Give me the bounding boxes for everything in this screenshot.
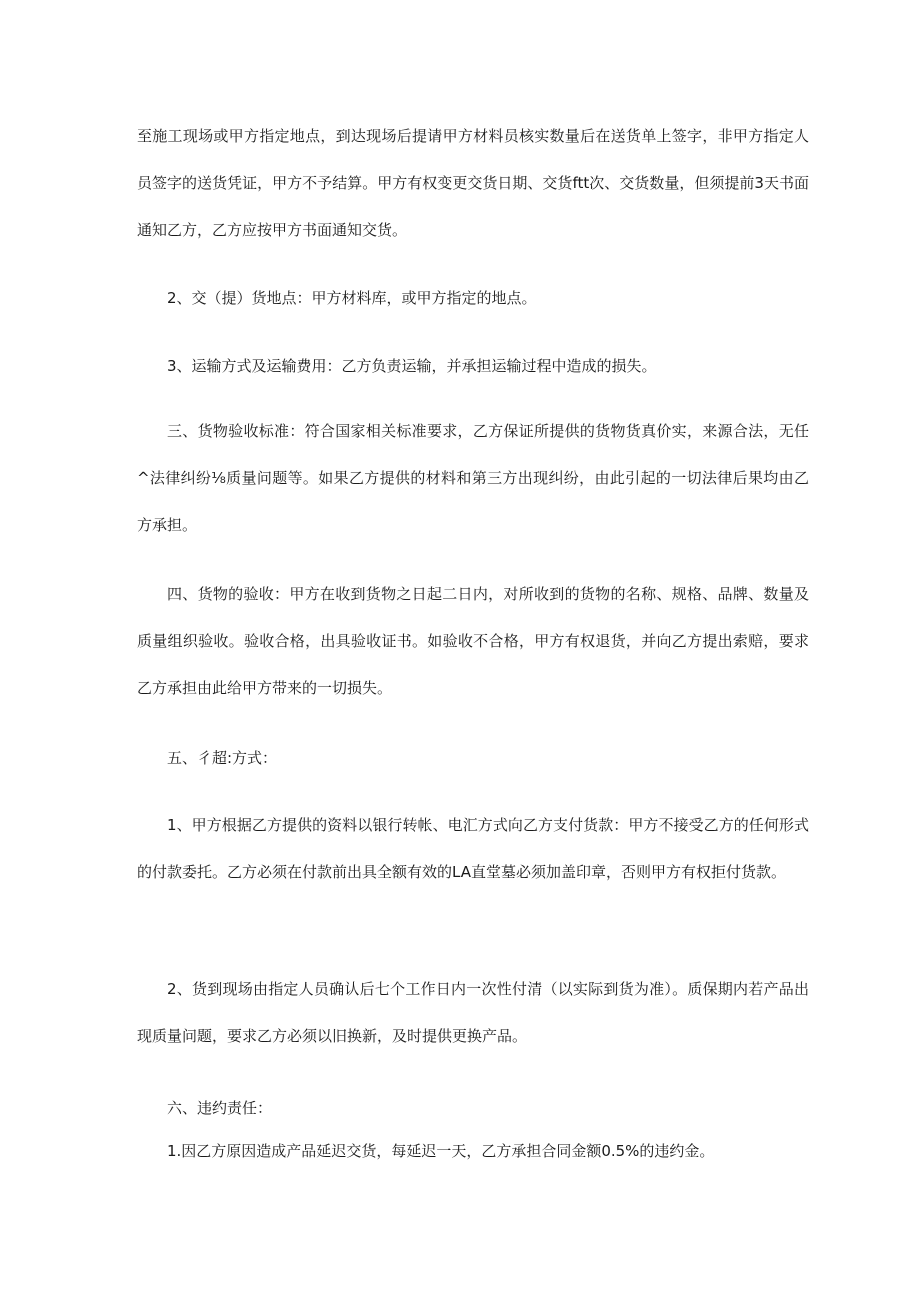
paragraph-payment-heading: 五、彳超:方式：: [167, 749, 278, 767]
paragraph-late-delivery: 1.因乙方原因造成产品延迟交货，每延迟一天，乙方承担合同金额0.5%的违约金。: [167, 1142, 715, 1160]
paragraph-liability-heading: 六、违约责任：: [167, 1099, 273, 1117]
paragraph-transport: 3、运输方式及运输费用：乙方负责运输，并承担运输过程中造成的损失。: [167, 357, 657, 375]
paragraph-payment-terms: 2、货到现场由指定人员确认后七个工作日内一次性付清（以实际到货为准）。质保期内若产品出现质量问题，要求乙方必须以旧换新，及时提供更换产品。: [137, 980, 809, 1045]
paragraph-inspection: 四、货物的验收：甲方在收到货物之日起二日内，对所收到的货物的名称、规格、品牌、数量及质量组织验收。验收合格，出具验收证书。如验收不合格，甲方有权退货，并向乙方提出索赔，要求乙方承担由此给甲方带来的一切损失。: [137, 585, 809, 697]
paragraph-acceptance-standard: 三、货物验收标准：符合国家相关标准要求，乙方保证所提供的货物货真价实，来源合法，无任^法律纠纷⅛质量问题等。如果乙方提供的材料和第三方出现纠纷，由此引起的一切法律后果均由乙方承担。: [137, 422, 809, 534]
paragraph-delivery-location: 至施工现场或甲方指定地点，到达现场后提请甲方材料员核实数量后在送货单上签字，非甲方指定人员签字的送货凭证，甲方不予结算。甲方有权变更交货日期、交货ftt次、交货数量，但须提前3天书面通知乙方，乙方应按甲方书面通知交货。: [137, 127, 809, 239]
paragraph-payment-method: 1、甲方根据乙方提供的资料以银行转帐、电汇方式向乙方支付货款：甲方不接受乙方的任何形式的付款委托。乙方必须在付款前出具全额有效的LA直堂墓必须加盖印章，否则甲方有权拒付货款。: [137, 816, 809, 881]
paragraph-pickup-location: 2、交（提）货地点：甲方材料库，或甲方指定的地点。: [167, 289, 537, 307]
